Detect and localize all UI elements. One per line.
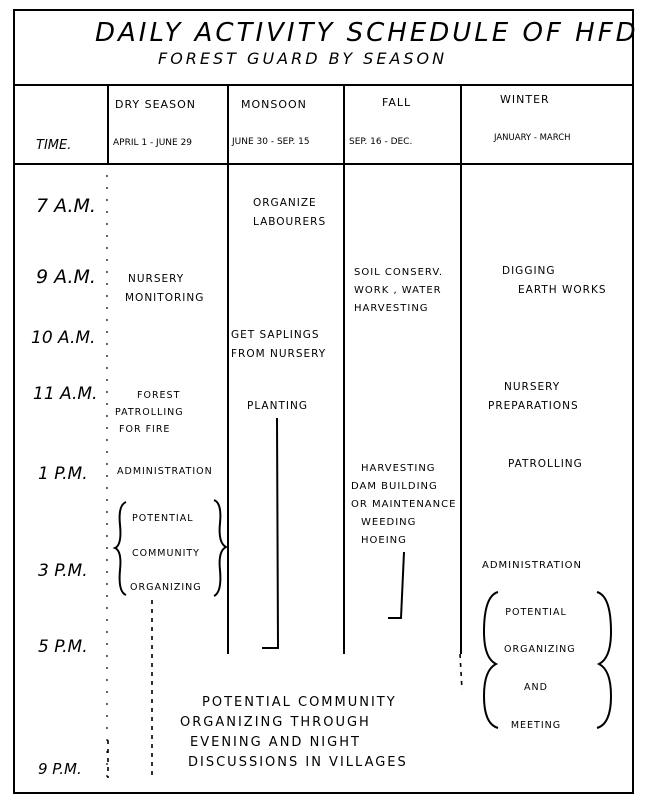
time-label: 9 P.M. — [38, 760, 82, 778]
activity-harvesting-dam: HARVESTING DAM BUILDING OR MAINTENANCE WEEDING HOEING — [351, 463, 457, 546]
time-header: TIME. — [36, 138, 72, 153]
time-label: 3 P.M. — [38, 561, 88, 581]
schedule-title: DAILY ACTIVITY SCHEDULE OF HFD — [95, 18, 639, 48]
time-label: 10 A.M. — [31, 328, 96, 348]
time-label: 1 P.M. — [38, 464, 88, 484]
activity-forest-patrolling: FOREST PATROLLING FOR FIRE — [115, 390, 184, 435]
activity-planting: PLANTING — [247, 400, 308, 412]
season-fall: FALL — [382, 96, 412, 109]
activity-potential-organizing-meeting: POTENTIAL ORGANIZING AND MEETING — [504, 607, 576, 731]
right-brace-winter — [597, 592, 611, 728]
season-monsoon: MONSOON — [241, 98, 307, 111]
right-brace-dry — [214, 500, 226, 596]
range-winter: JANUARY - MARCH — [494, 133, 571, 143]
activity-digging-earth-works: DIGGING EARTH WORKS — [502, 265, 607, 296]
time-label: 7 A.M. — [36, 195, 96, 217]
activity-nursery-monitoring: NURSERY MONITORING — [125, 273, 205, 304]
activity-administration-winter: ADMINISTRATION — [482, 560, 583, 571]
planting-arrow — [262, 418, 278, 648]
evening-community-organizing: POTENTIAL COMMUNITY ORGANIZING THROUGH EVENING AND NIGHT DISCUSSIONS IN VILLAGES — [180, 695, 408, 770]
activity-get-saplings: GET SAPLINGS FROM NURSERY — [231, 329, 327, 360]
left-brace-dry — [115, 502, 126, 595]
activity-organize-labourers: ORGANIZE LABOURERS — [253, 197, 327, 228]
range-monsoon: JUNE 30 - SEP. 15 — [232, 137, 310, 147]
season-dry: DRY SEASON — [115, 98, 196, 111]
activity-patrolling: PATROLLING — [508, 458, 583, 470]
activity-administration: ADMINISTRATION — [117, 466, 213, 477]
left-brace-winter — [484, 592, 498, 728]
season-winter: WINTER — [500, 93, 550, 106]
time-label: 5 P.M. — [38, 637, 88, 657]
activity-potential-community-organizing: POTENTIAL COMMUNITY ORGANIZING — [130, 513, 202, 593]
activity-soil-conservation: SOIL CONSERV. WORK , WATER HARVESTING — [354, 267, 444, 314]
harvesting-arrow — [388, 552, 404, 618]
schedule-subtitle: FOREST GUARD BY SEASON — [158, 49, 448, 68]
range-fall: SEP. 16 - DEC. — [349, 137, 413, 147]
range-dry: APRIL 1 - JUNE 29 — [113, 138, 193, 148]
dashed-line — [460, 654, 462, 690]
activity-nursery-preparations: NURSERY PREPARATIONS — [488, 381, 579, 412]
time-label: 9 A.M. — [36, 266, 96, 288]
time-label: 11 A.M. — [33, 384, 98, 404]
